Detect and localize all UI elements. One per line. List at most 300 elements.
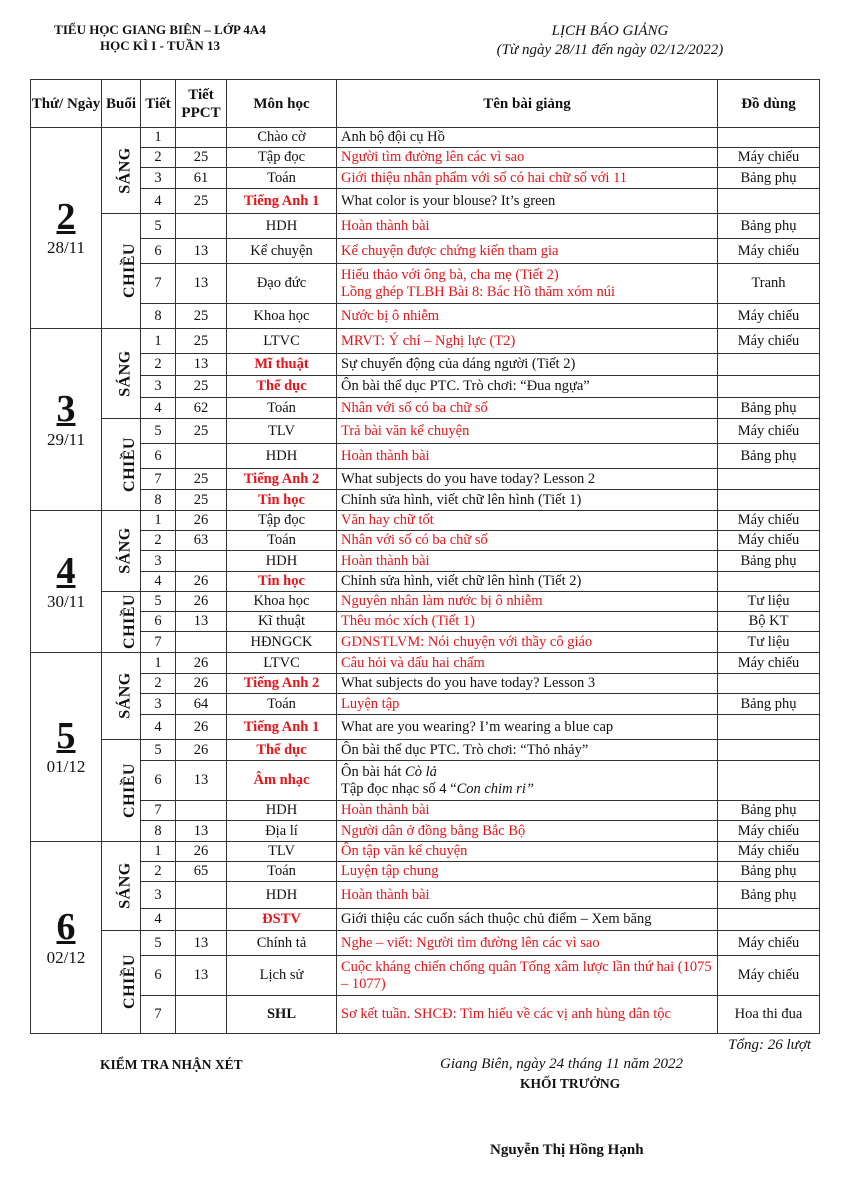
period-cell: 3 bbox=[141, 168, 176, 189]
equipment-cell: Máy chiếu bbox=[718, 329, 820, 354]
table-row bbox=[31, 740, 820, 761]
subject-cell: Chào cờ bbox=[227, 128, 337, 148]
equipment-cell bbox=[718, 376, 820, 398]
ppct-cell: 25 bbox=[176, 469, 227, 490]
term-week: HỌC KÌ I - TUẦN 13 bbox=[99, 38, 221, 53]
equipment-cell bbox=[718, 740, 820, 761]
subject-cell: LTVC bbox=[227, 329, 337, 354]
equipment-cell: Hoa thi đua bbox=[718, 996, 820, 1034]
ppct-cell: 25 bbox=[176, 189, 227, 214]
subject-cell: Khoa học bbox=[227, 592, 337, 612]
ppct-cell: 13 bbox=[176, 612, 227, 632]
school-header bbox=[20, 22, 300, 54]
lesson-text: Ôn tập văn kể chuyện bbox=[341, 843, 468, 859]
period-cell: 5 bbox=[141, 592, 176, 612]
lesson-cell bbox=[337, 740, 718, 761]
period-cell: 8 bbox=[141, 490, 176, 511]
lesson-text: Kể chuyện được chứng kiến tham gia bbox=[341, 242, 559, 259]
lesson-cell bbox=[337, 821, 718, 842]
table-row bbox=[31, 612, 820, 632]
equipment-cell: Bảng phụ bbox=[718, 214, 820, 239]
lesson-text: Nhân với số có ba chữ số bbox=[341, 532, 488, 548]
day-date: 01/12 bbox=[46, 757, 86, 776]
ppct-cell: 13 bbox=[176, 956, 227, 996]
schedule-table bbox=[30, 79, 820, 1034]
equipment-cell bbox=[718, 761, 820, 801]
ppct-cell bbox=[176, 444, 227, 469]
period-cell: 5 bbox=[141, 214, 176, 239]
period-cell: 3 bbox=[141, 376, 176, 398]
session-label: SÁNG bbox=[116, 672, 134, 719]
equipment-cell: Máy chiếu bbox=[718, 653, 820, 674]
lesson-text: Ôn bài hát bbox=[341, 763, 406, 780]
ppct-cell: 26 bbox=[176, 740, 227, 761]
period-cell: 7 bbox=[141, 996, 176, 1034]
lesson-cell bbox=[337, 490, 718, 511]
lesson-text: Luyện tập bbox=[341, 695, 400, 712]
session-label: CHIỀU bbox=[120, 436, 138, 492]
equipment-cell bbox=[718, 715, 820, 740]
lesson-cell bbox=[337, 189, 718, 214]
period-cell: 6 bbox=[141, 956, 176, 996]
lesson-text: Hoàn thành bài bbox=[341, 886, 430, 903]
period-cell: 3 bbox=[141, 551, 176, 572]
place-date: Giang Biên, ngày 24 tháng 11 năm 2022 bbox=[440, 1056, 684, 1072]
lesson-text: What subjects do you have today? Lesson 2 bbox=[341, 470, 596, 487]
equipment-cell: Máy chiếu bbox=[718, 511, 820, 531]
ppct-cell: 13 bbox=[176, 239, 227, 264]
col-header-equipment: Đồ dùng bbox=[718, 80, 820, 128]
ppct-cell: 13 bbox=[176, 821, 227, 842]
lesson-text: Nhân với số có ba chữ số bbox=[341, 399, 488, 416]
period-cell: 2 bbox=[141, 531, 176, 551]
table-row bbox=[31, 632, 820, 653]
subject-cell: Mĩ thuật bbox=[227, 354, 337, 376]
ppct-cell bbox=[176, 551, 227, 572]
subject-cell: Toán bbox=[227, 531, 337, 551]
subject-cell: Thể dục bbox=[227, 740, 337, 761]
equipment-cell: Bảng phụ bbox=[718, 694, 820, 715]
table-row bbox=[31, 909, 820, 931]
ppct-cell: 62 bbox=[176, 398, 227, 419]
day-date: 02/12 bbox=[46, 947, 86, 967]
lesson-text: Trả bài văn kể chuyện bbox=[341, 422, 470, 439]
equipment-cell: Tư liệu bbox=[718, 632, 820, 653]
signer-role: KHỐI TRƯỞNG bbox=[520, 1076, 621, 1091]
session-label: SÁNG bbox=[116, 146, 134, 194]
day-cell bbox=[31, 653, 102, 842]
table-row bbox=[31, 931, 820, 956]
table-row bbox=[31, 490, 820, 511]
lesson-cell bbox=[337, 909, 718, 931]
period-cell: 6 bbox=[141, 612, 176, 632]
lesson-text: Người tìm đường lên các vì sao bbox=[341, 149, 525, 165]
equipment-cell: Bảng phụ bbox=[718, 862, 820, 882]
lesson-cell bbox=[337, 329, 718, 354]
song-title: Con chim ri bbox=[456, 780, 526, 797]
table-row bbox=[31, 329, 820, 354]
schedule-body bbox=[31, 128, 820, 1034]
ppct-cell bbox=[176, 214, 227, 239]
equipment-cell: Máy chiếu bbox=[718, 239, 820, 264]
table-row bbox=[31, 304, 820, 329]
equipment-cell: Máy chiếu bbox=[718, 148, 820, 168]
col-header-lesson: Tên bài giảng bbox=[337, 80, 718, 128]
col-header-day: Thứ/ Ngày bbox=[31, 80, 102, 128]
lesson-text: Giới thiệu nhân phẩm với số có hai chữ số với 11 bbox=[341, 169, 628, 186]
quote-close: ” bbox=[525, 780, 534, 797]
period-cell: 4 bbox=[141, 715, 176, 740]
day-number: 5 bbox=[56, 715, 76, 757]
table-row bbox=[31, 862, 820, 882]
subject-cell: Đạo đức bbox=[227, 264, 337, 304]
table-row bbox=[31, 511, 820, 531]
subject-cell: Toán bbox=[227, 862, 337, 882]
lesson-text: Hiếu thảo với ông bà, cha mẹ (Tiết 2) bbox=[341, 266, 559, 283]
ppct-cell bbox=[176, 632, 227, 653]
day-cell bbox=[31, 842, 102, 1034]
lesson-cell bbox=[337, 354, 718, 376]
col-header-session: Buổi bbox=[102, 80, 141, 128]
equipment-cell: Bộ KT bbox=[718, 612, 820, 632]
lesson-cell bbox=[337, 956, 718, 996]
lesson-line bbox=[341, 781, 713, 798]
equipment-cell bbox=[718, 909, 820, 931]
lesson-text: What subjects do you have today? Lesson 3 bbox=[341, 675, 596, 691]
period-cell: 1 bbox=[141, 128, 176, 148]
period-cell: 3 bbox=[141, 882, 176, 909]
lesson-cell bbox=[337, 531, 718, 551]
equipment-cell: Bảng phụ bbox=[718, 801, 820, 821]
ppct-cell: 63 bbox=[176, 531, 227, 551]
subject-cell: Toán bbox=[227, 168, 337, 189]
lesson-cell bbox=[337, 551, 718, 572]
lesson-cell bbox=[337, 239, 718, 264]
session-cell bbox=[102, 842, 141, 931]
day-date: 28/11 bbox=[46, 238, 86, 257]
session-cell bbox=[102, 740, 141, 842]
table-row bbox=[31, 189, 820, 214]
period-cell: 2 bbox=[141, 862, 176, 882]
period-cell: 8 bbox=[141, 821, 176, 842]
equipment-cell bbox=[718, 674, 820, 694]
table-row bbox=[31, 956, 820, 996]
table-row bbox=[31, 674, 820, 694]
period-cell: 2 bbox=[141, 674, 176, 694]
lesson-text: Hoàn thành bài bbox=[341, 802, 430, 818]
subject-cell: Kể chuyện bbox=[227, 239, 337, 264]
lesson-text: Câu hỏi và dấu hai chấm bbox=[341, 654, 485, 671]
equipment-cell: Tư liệu bbox=[718, 592, 820, 612]
total-count: Tổng: 26 lượt bbox=[728, 1037, 811, 1053]
lesson-text: Tập đọc nhạc số 4 “ bbox=[341, 780, 457, 797]
subject-cell: TLV bbox=[227, 419, 337, 444]
lesson-text: Luyện tập chung bbox=[341, 863, 439, 879]
table-row bbox=[31, 694, 820, 715]
day-number: 2 bbox=[56, 196, 76, 238]
table-row bbox=[31, 551, 820, 572]
table-row bbox=[31, 715, 820, 740]
lesson-cell bbox=[337, 882, 718, 909]
table-row bbox=[31, 148, 820, 168]
equipment-cell: Bảng phụ bbox=[718, 444, 820, 469]
day-cell bbox=[31, 329, 102, 511]
lesson-cell bbox=[337, 931, 718, 956]
period-cell: 4 bbox=[141, 398, 176, 419]
subject-cell: Tiếng Anh 2 bbox=[227, 674, 337, 694]
subject-cell: HDH bbox=[227, 801, 337, 821]
session-cell bbox=[102, 329, 141, 419]
lesson-line bbox=[341, 764, 713, 781]
period-cell: 1 bbox=[141, 329, 176, 354]
session-cell bbox=[102, 511, 141, 592]
table-row bbox=[31, 419, 820, 444]
period-cell: 7 bbox=[141, 632, 176, 653]
table-row bbox=[31, 882, 820, 909]
ppct-cell: 25 bbox=[176, 376, 227, 398]
lesson-text: Giới thiệu các cuốn sách thuộc chủ điểm – Xem băng bbox=[341, 911, 652, 927]
lesson-text: Ôn bài thể dục PTC. Trò chơi: “Thỏ nhảy” bbox=[341, 741, 589, 758]
lesson-cell bbox=[337, 761, 718, 801]
lesson-cell bbox=[337, 398, 718, 419]
period-cell: 5 bbox=[141, 419, 176, 444]
ppct-cell: 65 bbox=[176, 862, 227, 882]
ppct-cell bbox=[176, 801, 227, 821]
session-cell bbox=[102, 419, 141, 511]
period-cell: 2 bbox=[141, 354, 176, 376]
lesson-cell bbox=[337, 632, 718, 653]
table-row bbox=[31, 842, 820, 862]
table-row bbox=[31, 398, 820, 419]
ppct-cell: 26 bbox=[176, 592, 227, 612]
lesson-cell bbox=[337, 511, 718, 531]
subject-cell: Tin học bbox=[227, 490, 337, 511]
subject-cell: Khoa học bbox=[227, 304, 337, 329]
table-row bbox=[31, 128, 820, 148]
lesson-cell bbox=[337, 264, 718, 304]
table-row bbox=[31, 531, 820, 551]
ppct-cell: 25 bbox=[176, 148, 227, 168]
lesson-cell bbox=[337, 842, 718, 862]
period-cell: 6 bbox=[141, 444, 176, 469]
lesson-cell bbox=[337, 376, 718, 398]
subject-cell: Âm nhạc bbox=[227, 761, 337, 801]
table-row bbox=[31, 264, 820, 304]
table-row bbox=[31, 653, 820, 674]
col-header-ppct: Tiết PPCT bbox=[176, 80, 227, 128]
equipment-cell: Máy chiếu bbox=[718, 931, 820, 956]
ppct-cell bbox=[176, 128, 227, 148]
subject-cell: HDH bbox=[227, 444, 337, 469]
ppct-cell bbox=[176, 909, 227, 931]
subject-cell: Địa lí bbox=[227, 821, 337, 842]
ppct-cell: 64 bbox=[176, 694, 227, 715]
ppct-cell: 13 bbox=[176, 761, 227, 801]
subject-cell: Tin học bbox=[227, 572, 337, 592]
lesson-cell bbox=[337, 572, 718, 592]
equipment-cell: Bảng phụ bbox=[718, 168, 820, 189]
lesson-cell bbox=[337, 592, 718, 612]
lesson-text: Nước bị ô nhiễm bbox=[341, 307, 440, 324]
schedule-range: (Từ ngày 28/11 đến ngày 02/12/2022) bbox=[496, 42, 724, 58]
col-header-period: Tiết bbox=[141, 80, 176, 128]
equipment-cell: Bảng phụ bbox=[718, 882, 820, 909]
ppct-cell: 13 bbox=[176, 931, 227, 956]
equipment-cell: Tranh bbox=[718, 264, 820, 304]
subject-cell: HDH bbox=[227, 214, 337, 239]
subject-cell: HDH bbox=[227, 551, 337, 572]
ppct-cell: 26 bbox=[176, 511, 227, 531]
review-label: KIỂM TRA NHẬN XÉT bbox=[100, 1057, 243, 1072]
session-label: CHIỀU bbox=[120, 762, 138, 818]
equipment-cell: Máy chiếu bbox=[718, 956, 820, 996]
ppct-cell bbox=[176, 882, 227, 909]
ppct-cell bbox=[176, 996, 227, 1034]
subject-cell: Lịch sử bbox=[227, 956, 337, 996]
period-cell: 8 bbox=[141, 304, 176, 329]
session-cell bbox=[102, 931, 141, 1034]
lesson-text: Chỉnh sửa hình, viết chữ lên hình (Tiết 1) bbox=[341, 491, 582, 508]
equipment-cell bbox=[718, 354, 820, 376]
day-number: 4 bbox=[56, 549, 76, 592]
song-title: Cò lả bbox=[405, 763, 437, 780]
table-row bbox=[31, 376, 820, 398]
session-label: CHIỀU bbox=[120, 243, 138, 298]
lesson-text: Sự chuyển động của dáng người (Tiết 2) bbox=[341, 356, 576, 372]
subject-cell: Tập đọc bbox=[227, 511, 337, 531]
day-number: 3 bbox=[56, 387, 76, 430]
period-cell: 1 bbox=[141, 842, 176, 862]
subject-cell: HĐNGCK bbox=[227, 632, 337, 653]
table-row bbox=[31, 761, 820, 801]
ppct-cell: 26 bbox=[176, 674, 227, 694]
period-cell: 5 bbox=[141, 931, 176, 956]
session-label: SÁNG bbox=[116, 349, 134, 397]
table-row bbox=[31, 239, 820, 264]
lesson-cell bbox=[337, 148, 718, 168]
session-cell bbox=[102, 592, 141, 653]
period-cell: 3 bbox=[141, 694, 176, 715]
lesson-cell bbox=[337, 168, 718, 189]
equipment-cell: Bảng phụ bbox=[718, 551, 820, 572]
period-cell: 7 bbox=[141, 801, 176, 821]
schedule-header bbox=[400, 22, 820, 60]
ppct-cell: 61 bbox=[176, 168, 227, 189]
lesson-cell bbox=[337, 996, 718, 1034]
lesson-cell bbox=[337, 128, 718, 148]
period-cell: 4 bbox=[141, 909, 176, 931]
ppct-cell: 13 bbox=[176, 354, 227, 376]
table-row bbox=[31, 469, 820, 490]
equipment-cell: Máy chiếu bbox=[718, 821, 820, 842]
lesson-cell bbox=[337, 304, 718, 329]
period-cell: 6 bbox=[141, 239, 176, 264]
period-cell: 4 bbox=[141, 189, 176, 214]
period-cell: 1 bbox=[141, 511, 176, 531]
table-row bbox=[31, 996, 820, 1034]
lesson-text: Văn hay chữ tốt bbox=[341, 512, 434, 528]
equipment-cell: Bảng phụ bbox=[718, 398, 820, 419]
lesson-cell bbox=[337, 612, 718, 632]
session-cell bbox=[102, 128, 141, 214]
day-cell bbox=[31, 128, 102, 329]
subject-cell: Thể dục bbox=[227, 376, 337, 398]
session-cell bbox=[102, 653, 141, 740]
period-cell: 7 bbox=[141, 264, 176, 304]
lesson-text: Hoàn thành bài bbox=[341, 217, 430, 234]
col-header-subject: Môn học bbox=[227, 80, 337, 128]
equipment-cell: Máy chiếu bbox=[718, 531, 820, 551]
table-row bbox=[31, 354, 820, 376]
subject-cell: Tiếng Anh 2 bbox=[227, 469, 337, 490]
ppct-cell: 25 bbox=[176, 304, 227, 329]
schedule-title: LỊCH BÁO GIẢNG bbox=[551, 23, 669, 39]
table-row bbox=[31, 801, 820, 821]
subject-cell: Kĩ thuật bbox=[227, 612, 337, 632]
session-label: CHIỀU bbox=[120, 594, 138, 649]
subject-cell: Toán bbox=[227, 398, 337, 419]
lesson-text: Nguyên nhân làm nước bị ô nhiễm bbox=[341, 593, 543, 609]
lesson-text: Người dân ở đồng bằng Bắc Bộ bbox=[341, 822, 526, 839]
period-cell: 6 bbox=[141, 761, 176, 801]
school-name: TIỂU HỌC GIANG BIÊN – LỚP 4A4 bbox=[54, 22, 266, 37]
lesson-text: What color is your blouse? It’s green bbox=[341, 192, 556, 209]
lesson-cell bbox=[337, 674, 718, 694]
subject-cell: LTVC bbox=[227, 653, 337, 674]
subject-cell: Tiếng Anh 1 bbox=[227, 189, 337, 214]
period-cell: 1 bbox=[141, 653, 176, 674]
equipment-cell: Máy chiếu bbox=[718, 419, 820, 444]
day-date: 30/11 bbox=[46, 591, 86, 611]
lesson-cell bbox=[337, 444, 718, 469]
equipment-cell bbox=[718, 469, 820, 490]
signer-name: Nguyễn Thị Hồng Hạnh bbox=[490, 1142, 644, 1158]
ppct-cell: 25 bbox=[176, 329, 227, 354]
lesson-text: What are you wearing? I’m wearing a blue cap bbox=[341, 718, 614, 735]
equipment-cell bbox=[718, 128, 820, 148]
ppct-cell: 25 bbox=[176, 419, 227, 444]
lesson-text: MRVT: Ý chí – Nghị lực (T2) bbox=[341, 332, 516, 349]
lesson-text: Anh bộ đội cụ Hồ bbox=[341, 129, 445, 145]
lesson-cell bbox=[337, 214, 718, 239]
lesson-cell bbox=[337, 653, 718, 674]
lesson-text: Sơ kết tuần. SHCĐ: Tìm hiểu về các vị anh hùng dân tộc bbox=[341, 1006, 671, 1022]
session-cell bbox=[102, 214, 141, 329]
lesson-cell bbox=[337, 469, 718, 490]
subject-cell: Toán bbox=[227, 694, 337, 715]
table-row bbox=[31, 592, 820, 612]
subject-cell: TLV bbox=[227, 842, 337, 862]
table-row bbox=[31, 821, 820, 842]
equipment-cell bbox=[718, 189, 820, 214]
lesson-cell bbox=[337, 801, 718, 821]
subject-cell: Tập đọc bbox=[227, 148, 337, 168]
day-date: 29/11 bbox=[46, 429, 86, 449]
session-label: CHIỀU bbox=[120, 954, 138, 1009]
period-cell: 7 bbox=[141, 469, 176, 490]
equipment-cell bbox=[718, 490, 820, 511]
equipment-cell: Máy chiếu bbox=[718, 842, 820, 862]
lesson-cell bbox=[337, 715, 718, 740]
lesson-text: Nghe – viết: Người tìm đường lên các vì sao bbox=[341, 934, 600, 951]
table-row bbox=[31, 168, 820, 189]
lesson-text: Cuộc kháng chiến chống quân Tống xâm lược lần thứ hai (1075 – 1077) bbox=[341, 958, 712, 992]
ppct-cell: 26 bbox=[176, 653, 227, 674]
ppct-cell: 26 bbox=[176, 842, 227, 862]
session-label: SÁNG bbox=[116, 862, 134, 909]
ppct-cell: 25 bbox=[176, 490, 227, 511]
lesson-text-2: Lồng ghép TLBH Bài 8: Bác Hồ thăm xóm núi bbox=[341, 283, 615, 300]
